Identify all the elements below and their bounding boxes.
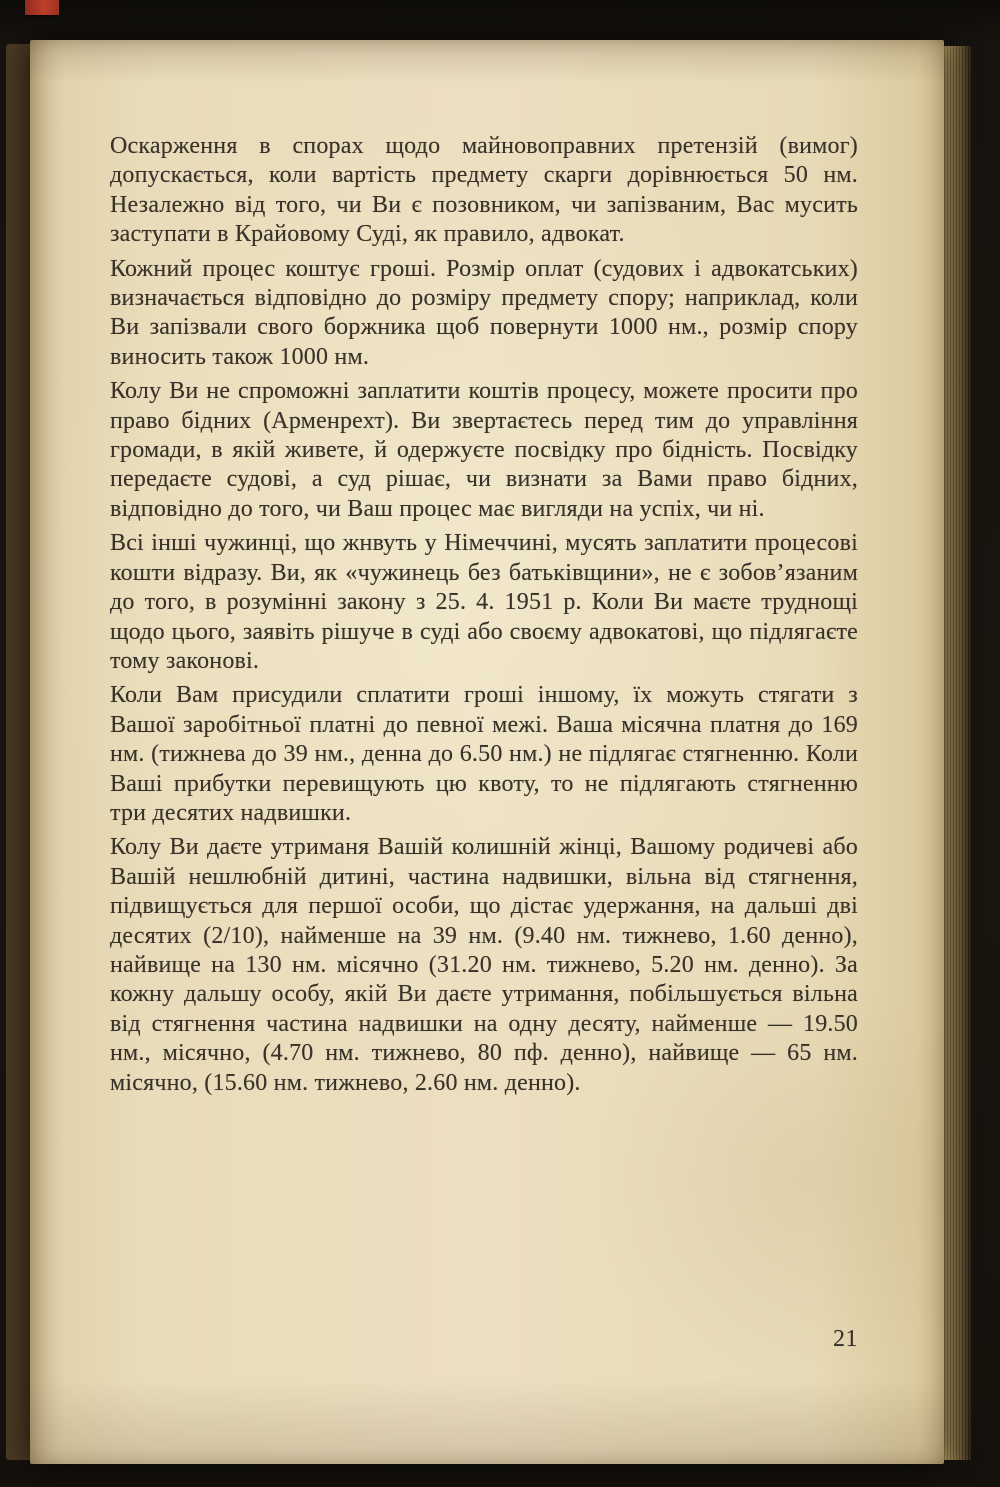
book-page: [30, 40, 944, 1464]
page-text: [110, 132, 858, 1103]
book: [6, 40, 972, 1464]
paragraph: Оскарження в спорах щодо майновоправних претензій (вимог) допускається, коли вартість предмету скарги дорівнюється 50 нм. Незалежно від того, чи Ви є позовником, чи запізваним, Вас мусить заступати в Крайовому Суді, як правило, адвокат.: [110, 133, 858, 248]
paragraph: Колу Ви даєте утриманя Вашій колишній жінці, Вашому родичеві або Вашій нешлюбній дитині, частина надвишки, вільна від стягнення, підвищується для першої особи, що дістає удержання, на дальші дві десятих (2/10), найменше на 39 нм. (9.40 нм. тижнево, 1.60 денно), найвище на 130 нм. місячно (31.20 нм. тижнево, 5.20 нм. денно). За кожну дальшу особу, якій Ви даєте утримання, побільшується вільна від стягнення частина надвишки на одну десяту, найменше — 19.50 нм., місячно, (4.70 нм. тижнево, 80 пф. денно), найвище — 65 нм. місячно, (15.60 нм. тижнево, 2.60 нм. денно).: [110, 834, 858, 1096]
paragraph: Коли Вам присудили сплатити гроші іншому, їх можуть стягати з Вашої заробітньої платні до певної межі. Ваша місячна платня до 169 нм. (тижнева до 39 нм., денна до 6.50 нм.) не підлягає стягненню. Коли Ваші прибутки перевищують цю квоту, то не підлягають стягненню три десятих надвишки.: [110, 682, 858, 826]
book-spine-edge: [6, 44, 32, 1460]
paragraph: Кожний процес коштує гроші. Розмір оплат (судових і адвокатських) визначається відповідно до розміру предмету спору; наприклад, коли Ви запізвали свого боржника щоб повернути 1000 нм., розмір спору виносить також 1000 нм.: [110, 255, 858, 370]
page-number: 21: [833, 1326, 858, 1352]
paragraph: Колу Ви не спроможні заплатити коштів процесу, можете просити про право бідних (Арменрехт). Ви звертаєтесь перед тим до управління громади, в якій живете, й одержуєте посвідку про бідність. Посвідку передаєте судові, а суд рішає, чи визнати за Вами право бідних, відповідно до того, чи Ваш процес має вигляди на успіх, чи ні.: [110, 378, 858, 522]
paragraph: Всі інші чужинці, що жнвуть у Німеччині, мусять заплатити процесові кошти відразу. Ви, як «чужинець без батьківщини», не є зобов’язаним до того, в розумінні закону з 25. 4. 1951 р. Коли Ви маєте труднощі щодо цього, заявіть рішуче в суді або своєму адвокатові, що підлягаєте тому законові.: [110, 530, 858, 674]
red-marker: [25, 0, 59, 15]
